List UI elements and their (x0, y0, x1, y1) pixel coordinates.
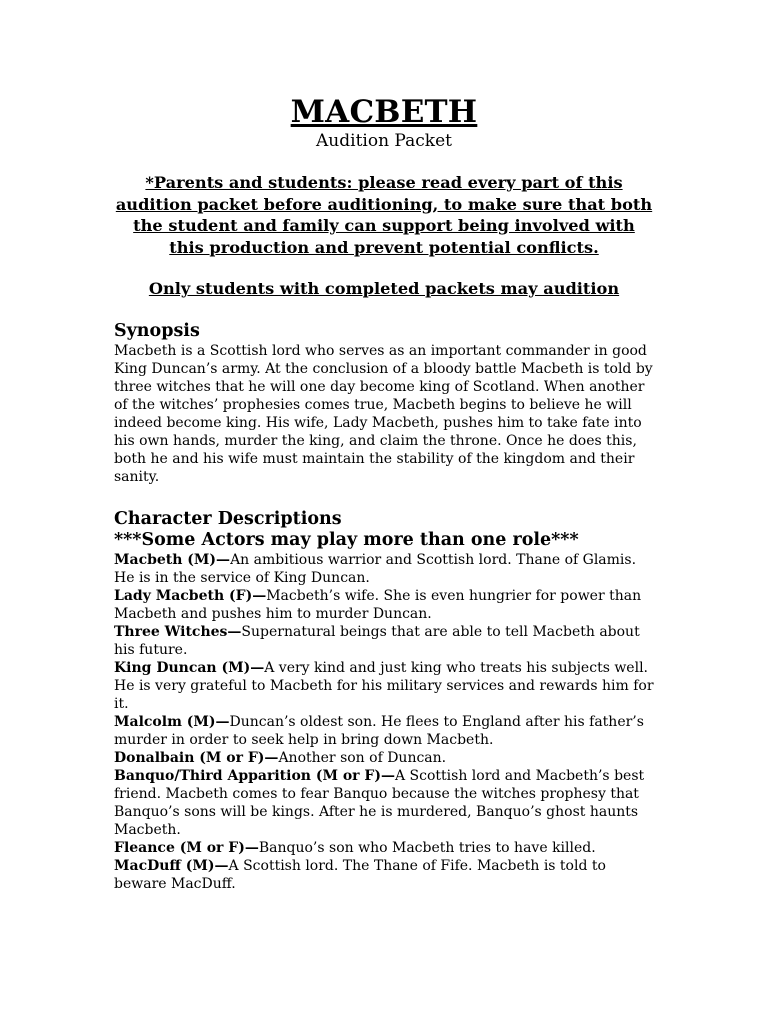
character-entry-lady-macbeth (114, 587, 654, 623)
document-title: MACBETH (290, 94, 478, 130)
character-entry-king-duncan (114, 659, 654, 713)
parents-notice: *Parents and students: please read every part of this audition packet before auditioning, to make sure that both the student and family can support being involved with this production and prevent potential conflicts. (115, 173, 653, 257)
character-description: A Scottish lord. The Thane of Fife. Macbeth is told to beware MacDuff. (114, 857, 606, 892)
character-name: King Duncan (M)— (114, 659, 265, 676)
character-description: A very kind and just king who treats his subjects well. He is very grateful to Macbeth for his military services and rewards him for it. (114, 659, 654, 712)
character-name: Three Witches— (114, 623, 242, 640)
character-description: Supernatural beings that are able to tell Macbeth about his future. (114, 623, 640, 658)
character-description: Banquo’s son who Macbeth tries to have killed. (258, 839, 596, 856)
character-name: Lady Macbeth (F)— (114, 587, 267, 604)
character-name: Malcolm (M)— (114, 713, 230, 730)
character-name: Donalbain (M or F)— (114, 749, 279, 766)
character-description: Another son of Duncan. (278, 749, 447, 766)
character-entry-malcolm (114, 713, 654, 749)
character-entry-donalbain (114, 749, 654, 767)
completed-packet-notice: Only students with completed packets may audition (148, 279, 620, 298)
character-entry-macduff (114, 857, 654, 893)
multiple-roles-note: ***Some Actors may play more than one role*** (114, 529, 579, 550)
character-description: Macbeth’s wife. She is even hungrier for power than Macbeth and pushes him to murder Duncan. (114, 587, 642, 622)
character-name: Banquo/Third Apparition (M or F)— (114, 767, 395, 784)
character-entry-fleance (114, 839, 654, 857)
character-entry-macbeth (114, 551, 654, 587)
document-subtitle: Audition Packet (316, 131, 452, 151)
synopsis-text: Macbeth is a Scottish lord who serves as an important commander in good King Duncan’s army. At the conclusion of a bloody battle Macbeth is told by three witches that he will one day become king of Scotland. When another of the witches’ prophesies comes true, Macbeth begins to believe he will indeed become king. His wife, Lady Macbeth, pushes him to take fate into his own hands, murder the king, and claim the throne. Once he does this, both he and his wife must maintain the stability of the kingdom and their sanity. (114, 342, 653, 485)
character-name: Macbeth (M)— (114, 551, 231, 568)
character-name: Fleance (M or F)— (114, 839, 259, 856)
character-description: An ambitious warrior and Scottish lord. Thane of Glamis. He is in the service of King Duncan. (114, 551, 637, 586)
character-entry-banquo (114, 767, 654, 839)
document-page (114, 94, 654, 893)
character-descriptions-heading: Character Descriptions (114, 508, 342, 529)
character-description: Duncan’s oldest son. He flees to England after his father’s murder in order to seek help in bring down Macbeth. (114, 713, 644, 748)
synopsis-heading: Synopsis (114, 320, 200, 341)
character-description: A Scottish lord and Macbeth’s best friend. Macbeth comes to fear Banquo because the witches prophesy that Banquo’s sons will be kings. After he is murdered, Banquo’s ghost haunts Macbeth. (114, 767, 645, 838)
character-name: MacDuff (M)— (114, 857, 229, 874)
character-list (114, 551, 654, 893)
character-entry-three-witches (114, 623, 654, 659)
